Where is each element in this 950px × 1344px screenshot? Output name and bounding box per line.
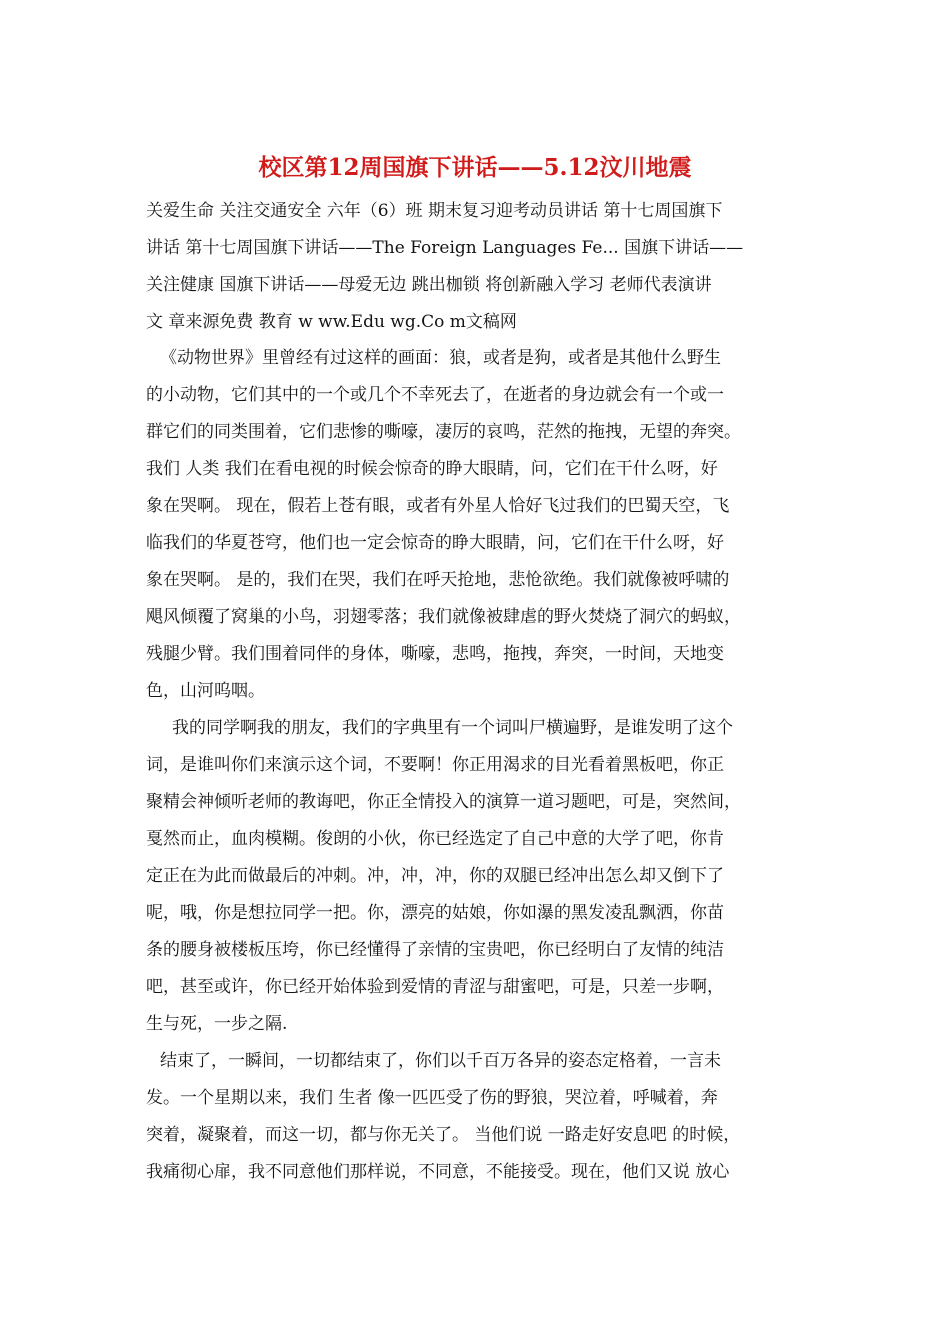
paragraph-line: 我们 人类 我们在看电视的时候会惊奇的睁大眼睛，问，它们在干什么呀，好 [146, 459, 718, 479]
paragraph-line: 突着，凝聚着，而这一切，都与你无关了。 当他们说 一路走好安息吧 的时候， [146, 1125, 741, 1145]
paragraph-line: 的小动物，它们其中的一个或几个不幸死去了，在逝者的身边就会有一个或一 [146, 385, 724, 405]
related-articles-line[interactable]: 讲话 第十七周国旗下讲话——The Foreign Languages Fe... 国旗下讲话—— [146, 238, 744, 258]
paragraph-line: 吧，甚至或许，你已经开始体验到爱情的青涩与甜蜜吧，可是，只差一步啊， [146, 977, 724, 997]
paragraph-line: 我痛彻心扉，我不同意他们那样说，不同意，不能接受。现在，他们又说 放心 [146, 1162, 730, 1182]
related-articles-line[interactable]: 文 章来源免费 教育 w ww.Edu wg.Co m文稿网 [146, 312, 517, 332]
paragraph-line: 群它们的同类围着，它们悲惨的嘶嚎，凄厉的哀鸣，茫然的拖拽，无望的奔突。 [146, 422, 741, 442]
paragraph-line: 我的同学啊我的朋友，我们的字典里有一个词叫尸横遍野，是谁发明了这个 [172, 718, 733, 738]
paragraph-line: 象在哭啊。 是的，我们在哭，我们在呼天抢地，悲怆欲绝。我们就像被呼啸的 [146, 570, 730, 590]
paragraph-line: 结束了，一瞬间，一切都结束了，你们以千百万各异的姿态定格着，一言未 [160, 1051, 721, 1071]
paragraph-line: 呢，哦，你是想拉同学一把。你，漂亮的姑娘，你如瀑的黑发凌乱飘洒，你苗 [146, 903, 724, 923]
related-articles-line[interactable]: 关注健康 国旗下讲话——母爱无边 跳出枷锁 将创新融入学习 老师代表演讲 [146, 275, 712, 295]
document-title: 校区第12周国旗下讲话——5.12汶川地震 [258, 154, 692, 181]
paragraph-line: 《动物世界》里曾经有过这样的画面：狼，或者是狗，或者是其他什么野生 [160, 348, 721, 368]
paragraph-line: 词，是谁叫你们来演示这个词，不要啊！你正用渴求的目光看着黑板吧，你正 [146, 755, 724, 775]
paragraph-line: 发。一个星期以来，我们 生者 像一匹匹受了伤的野狼，哭泣着，呼喊着，奔 [146, 1088, 718, 1108]
paragraph-line: 条的腰身被楼板压垮，你已经懂得了亲情的宝贵吧，你已经明白了友情的纯洁 [146, 940, 724, 960]
related-articles-line[interactable]: 关爱生命 关注交通安全 六年（6）班 期末复习迎考动员讲话 第十七周国旗下 [146, 201, 723, 221]
paragraph-line: 飓风倾覆了窝巢的小鸟，羽翅零落；我们就像被肆虐的野火焚烧了洞穴的蚂蚁， [146, 607, 741, 627]
paragraph-line: 临我们的华夏苍穹，他们也一定会惊奇的睁大眼睛，问，它们在干什么呀，好 [146, 533, 724, 553]
paragraph-line: 色，山河呜咽。 [146, 681, 265, 701]
paragraph-line: 象在哭啊。 现在，假若上苍有眼，或者有外星人恰好飞过我们的巴蜀天空，飞 [146, 496, 730, 516]
paragraph-line: 残腿少臂。我们围着同伴的身体，嘶嚎，悲鸣，拖拽，奔突，一时间，天地变 [146, 644, 724, 664]
paragraph-line: 聚精会神倾听老师的教诲吧，你正全情投入的演算一道习题吧，可是，突然间， [146, 792, 741, 812]
paragraph-line: 生与死，一步之隔. [146, 1014, 288, 1034]
paragraph-line: 定正在为此而做最后的冲刺。冲，冲，冲，你的双腿已经冲出怎么却又倒下了 [146, 866, 724, 886]
paragraph-line: 戛然而止，血肉模糊。俊朗的小伙，你已经选定了自己中意的大学了吧，你肯 [146, 829, 724, 849]
